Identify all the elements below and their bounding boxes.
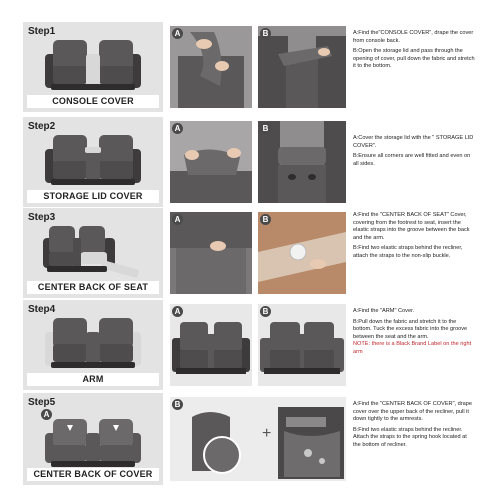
seat-cover-photo [170, 212, 252, 294]
badge-b: B [260, 306, 271, 317]
arm-cover-photo-b [258, 304, 346, 386]
step-3-desc-a: A:Find the "CENTER BACK OF SEAT" Cover, covering from the footrest to seat, insert the elastic straps into the groove between the back and the arm. [353, 212, 470, 241]
badge-b: B [260, 214, 271, 225]
badge-a: A [172, 28, 183, 39]
step-3-title: Step3 [28, 212, 56, 223]
arm-cover-photo-a [170, 304, 252, 386]
storage-lid-photo [170, 121, 252, 203]
step-2-photo-b [258, 121, 346, 203]
step-4-caption: ARM [27, 373, 159, 386]
step-5-desc-b: B:Find two elastic straps behind the recliner. Attach the straps to the spring hook located at the bottom of recliner. [353, 426, 467, 448]
step-2-desc-b: B:Ensure all corners are well fitted and even on all sides. [353, 153, 471, 167]
step-2 [23, 117, 475, 207]
step-2-title: Step2 [28, 121, 56, 132]
sofa-illustration [43, 314, 143, 372]
step-4-note: NOTE: there is a Black Brand Label on the right arm [353, 341, 472, 355]
step-4-photo-a [170, 304, 252, 386]
step-5 [23, 393, 475, 485]
step-5-desc-a: A:Find the "CENTER BACK OF COVER", drape cover over the upper back of the recliner, pull it down tightly to the armrests. [353, 401, 472, 423]
step-4-desc-a: A:Find the "ARM" Cover. [353, 308, 415, 314]
step-4-desc-b: B:Pull down the fabric and stretch it to the bottom. Tuck the excess fabric into the groove between the seat and the arm. [353, 318, 468, 340]
badge-b: B [260, 28, 271, 39]
badge-b: B [172, 399, 183, 410]
step-3 [23, 208, 475, 298]
step-1 [23, 22, 475, 112]
step-3-caption: CENTER BACK OF SEAT [27, 281, 159, 294]
step-4 [23, 300, 475, 390]
badge-a: A [172, 306, 183, 317]
step-3-photo-b [258, 212, 346, 294]
step-1-description [353, 30, 475, 74]
badge-b: B [260, 123, 271, 134]
storage-lid-fitted-photo [258, 121, 346, 203]
step-5-title: Step5 [28, 397, 56, 408]
step-4-overview [23, 300, 163, 390]
step-1-photo-a [170, 26, 252, 108]
step-5-photo-b [170, 397, 346, 481]
badge-a: A [172, 123, 183, 134]
sofa-illustration [43, 131, 143, 189]
step-1-title: Step1 [28, 26, 56, 37]
step-4-title: Step4 [28, 304, 56, 315]
step-3-description [353, 212, 475, 264]
back-cover-illustration [170, 397, 346, 481]
step-5-caption: CENTER BACK OF COVER [27, 468, 159, 481]
step-3-overview [23, 208, 163, 298]
console-lid-photo [258, 26, 346, 108]
step-2-overview [23, 117, 163, 207]
reclined-sofa-illustration [43, 222, 143, 280]
plus-icon: + [262, 425, 272, 442]
step-2-description [353, 135, 475, 171]
step-4-description [353, 308, 475, 360]
step-5-description [353, 401, 475, 453]
step-2-photo-a [170, 121, 252, 203]
step-3-desc-b: B:Find two elastic straps behind the recliner, attach the straps to the non-slip buckle. [353, 245, 463, 259]
step-1-caption: CONSOLE COVER [27, 95, 159, 108]
step-1-desc-b: B:Open the storage lid and pass through the opening of cover, pull down the fabric and stretch it to the bottom. [353, 48, 475, 70]
sofa-illustration [43, 36, 143, 94]
badge-a: A [172, 214, 183, 225]
step-1-desc-a: A:Find the"CONSOLE COVER", drape the cover from console back. [353, 30, 474, 44]
badge-a: A [41, 409, 52, 420]
step-3-photo-a [170, 212, 252, 294]
step-1-overview [23, 22, 163, 112]
step-2-desc-a: A:Cover the storage lid with the " STORAGE LID COVER". [353, 135, 474, 149]
step-2-caption: STORAGE LID COVER [27, 190, 159, 203]
step-1-photo-b [258, 26, 346, 108]
sofa-illustration [43, 415, 143, 473]
step-5-overview [23, 393, 163, 485]
step-4-photo-b [258, 304, 346, 386]
console-cover-photo [170, 26, 252, 108]
buckle-strap-photo [258, 212, 346, 294]
